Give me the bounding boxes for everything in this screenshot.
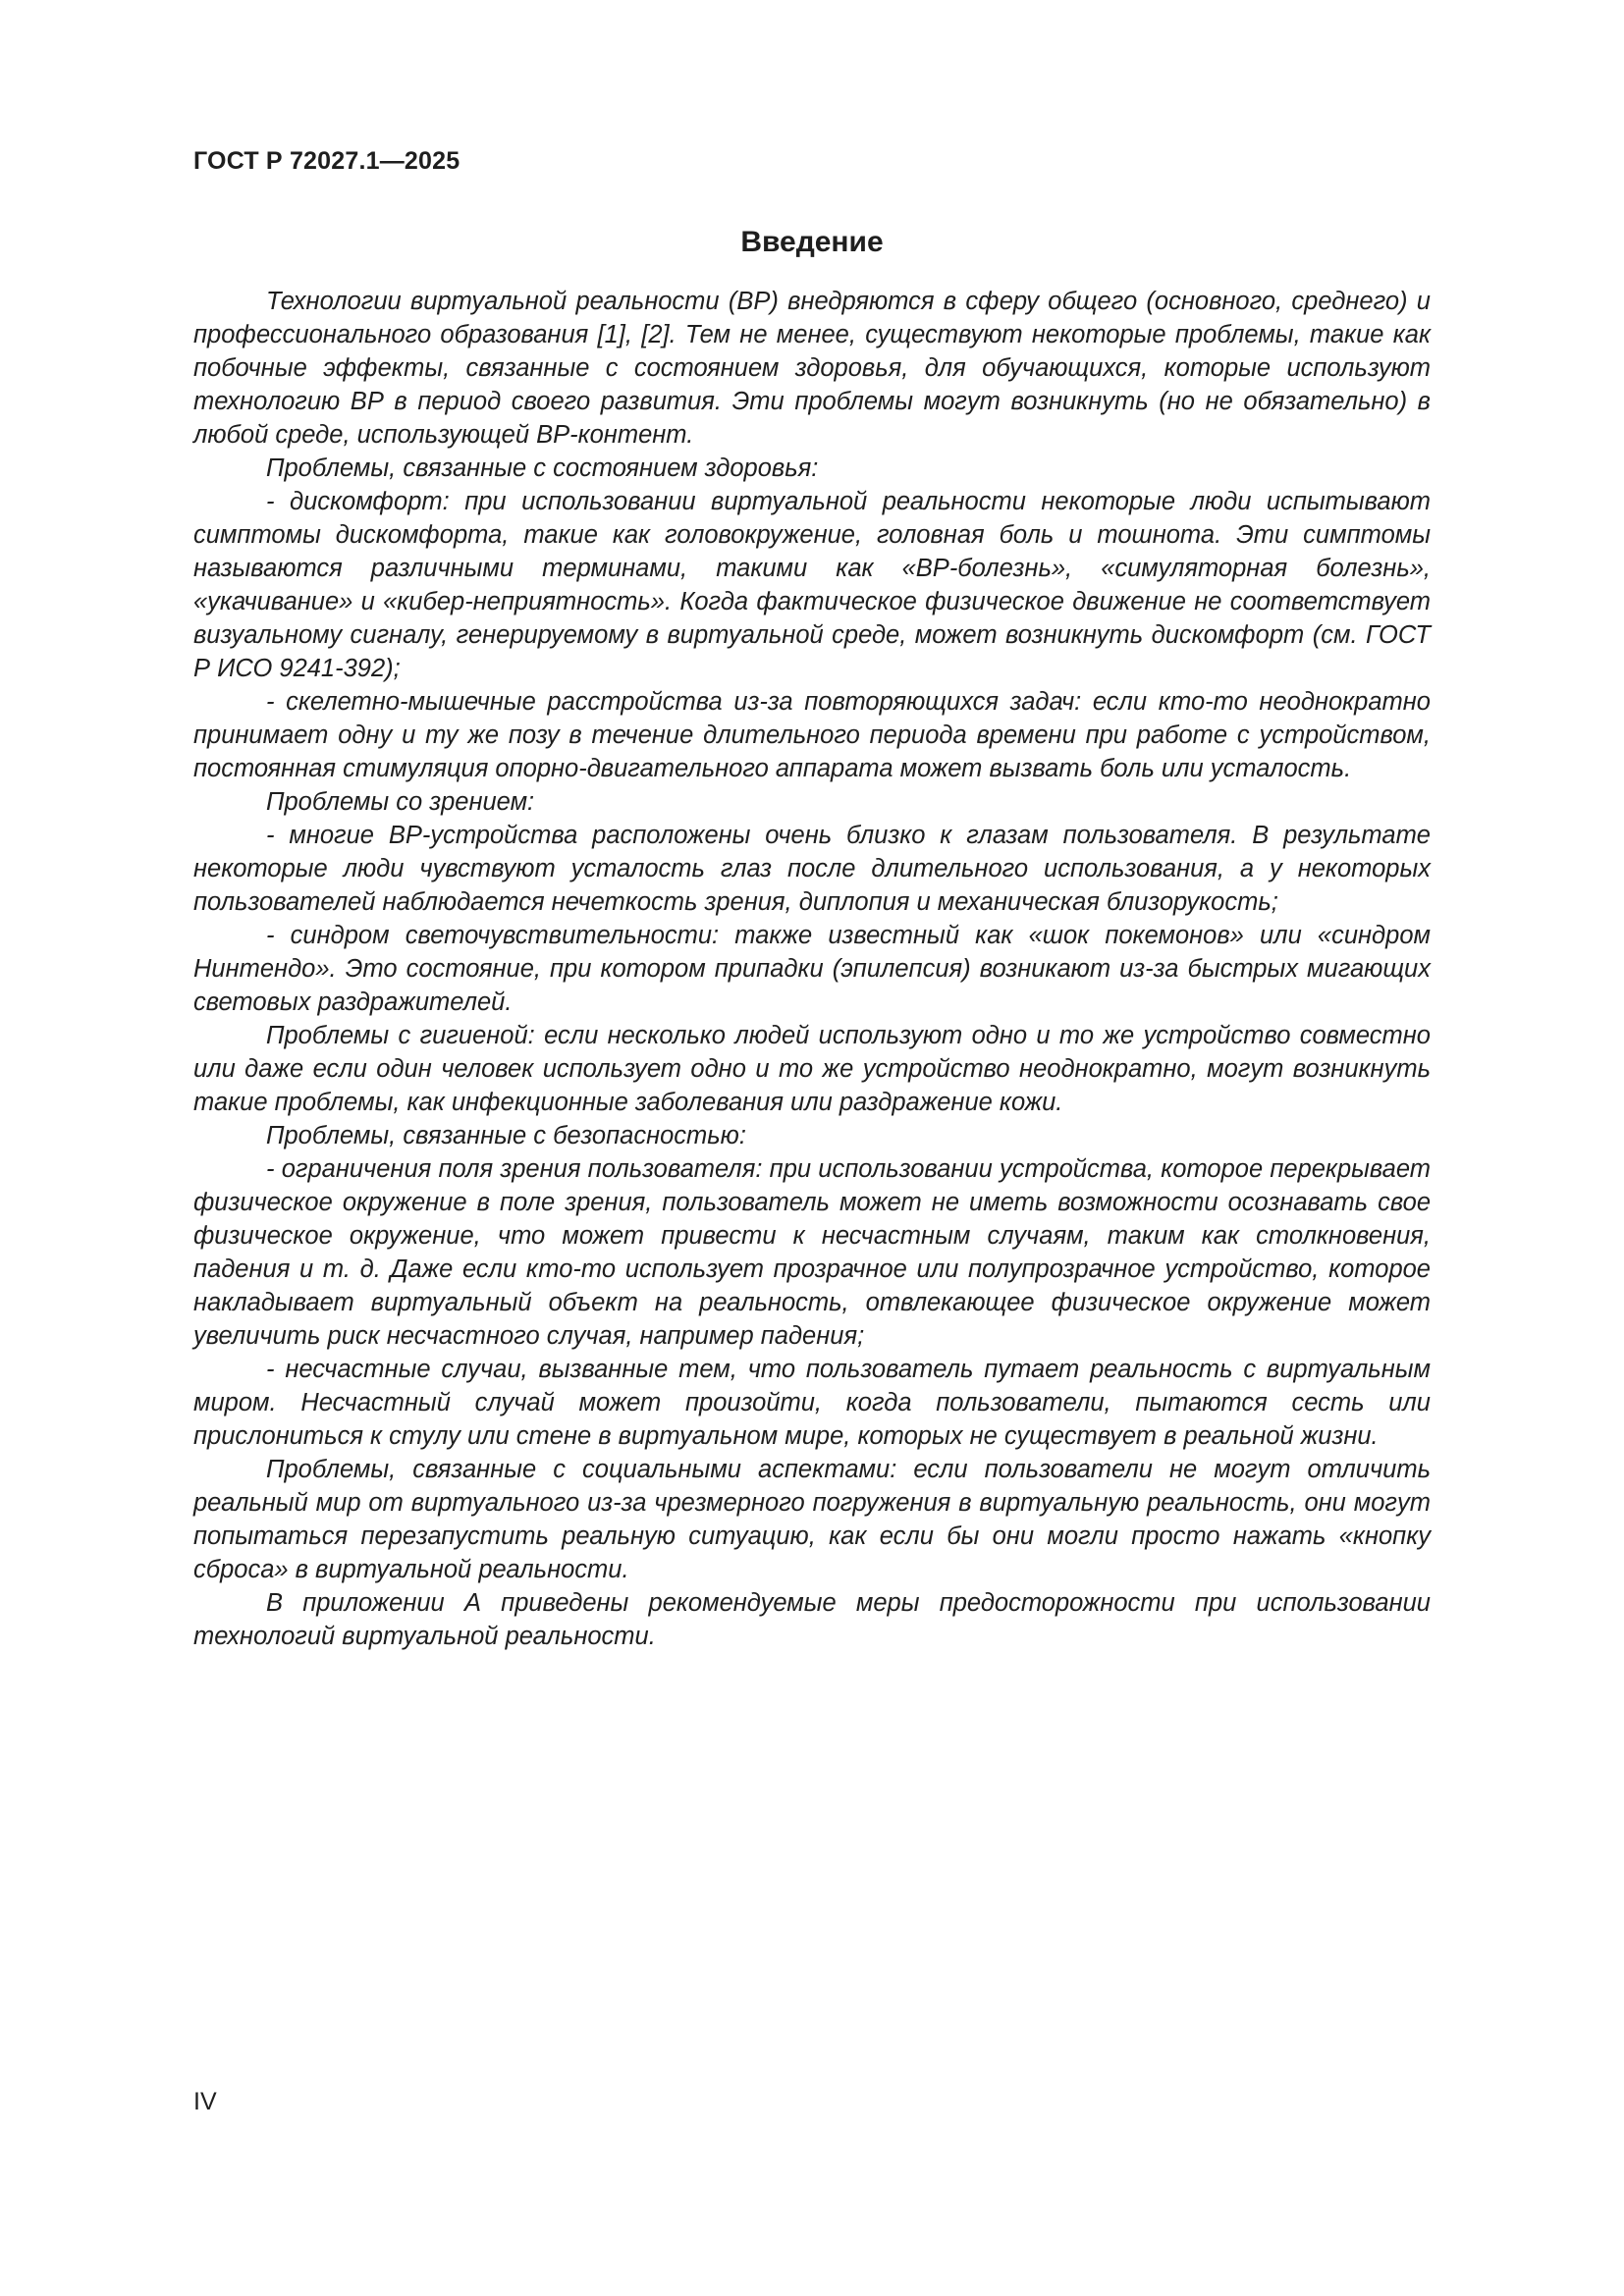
page-number: IV (193, 2088, 217, 2115)
paragraph-vision-heading: Проблемы со зрением: (266, 788, 535, 816)
paragraph-musculoskeletal: - скелетно-мышечные расстройства из-за повторяющихся задач: если кто-то неоднократно принимает одну и ту же позу в течение длительного периода времени при работе с устройством, постоянная стимуляция опорно-двигательного аппарата может вызвать боль или усталость. (193, 688, 1431, 782)
paragraph-social: Проблемы, связанные с социальными аспектами: если пользователи не могут отличить реальный мир от виртуального из-за чрезмерного погружения в виртуальную реальность, они могут попытаться перезапустить реальную ситуацию, как если бы они могли просто нажать «кнопку сброса» в виртуальной реальности. (193, 1456, 1431, 1583)
paragraph-eye-fatigue: - многие ВР-устройства расположены очень близко к глазам пользователя. В результате некоторые люди чувствуют усталость глаз после длительного использования, а у некоторых пользователей наблюдается нечеткость зрения, диплопия и механическая близорукость; (193, 822, 1431, 916)
paragraph-annex-reference: В приложении А приведены рекомендуемые меры предосторожности при использовании технологий виртуальной реальности. (193, 1589, 1431, 1650)
paragraph-intro: Технологии виртуальной реальности (ВР) внедряются в сферу общего (основного, среднего) и профессионального образования [1], [2]. Тем не менее, существуют некоторые проблемы, такие как побочные эффекты, связанные с состоянием здоровья, для обучающихся, которые используют технологию ВР в период своего развития. Эти проблемы могут возникнуть (но не обязательно) в любой среде, использующей ВР-контент. (193, 288, 1431, 449)
body-text (193, 285, 1431, 1653)
paragraph-photosensitivity: - синдром светочувствительности: также известный как «шок покемонов» или «синдром Нинтендо». Это состояние, при котором припадки (эпилепсия) возникают из-за быстрых мигающих световых раздражителей. (193, 922, 1431, 1016)
paragraph-health-heading: Проблемы, связанные с состоянием здоровья: (266, 454, 819, 482)
document-code: ГОСТ Р 72027.1—2025 (193, 147, 460, 175)
paragraph-accidents: - несчастные случаи, вызванные тем, что пользователь путает реальность с виртуальным миром. Несчастный случай может произойти, когда пользователи, пытаются сесть или прислониться к стулу или стене в виртуальном мире, которых не существует в реальной жизни. (193, 1356, 1431, 1450)
section-title: Введение (740, 226, 884, 258)
paragraph-discomfort: - дискомфорт: при использовании виртуальной реальности некоторые люди испытывают симптомы дискомфорта, такие как головокружение, головная боль и тошнота. Эти симптомы называются различными терминами, такими как «ВР-болезнь», «симуляторная болезнь», «укачивание» и «кибер-неприятность». Когда фактическое физическое движение не соответствует визуальному сигналу, генерируемому в виртуальной среде, может возникнуть дискомфорт (см. ГОСТ Р ИСО 9241-392); (193, 488, 1431, 682)
paragraph-safety-heading: Проблемы, связанные с безопасностью: (266, 1122, 746, 1149)
paragraph-field-of-view: - ограничения поля зрения пользователя: при использовании устройства, которое перекрывает физическое окружение в поле зрения, пользователь может не иметь возможности осознавать свое физическое окружение, что может привести к несчастным случаям, таким как столкновения, падения и т. д. Даже если кто-то использует прозрачное или полупрозрачное устройство, которое накладывает виртуальный объект на реальность, отвлекающее физическое окружение может увеличить риск несчастного случая, например падения; (193, 1155, 1431, 1350)
paragraph-hygiene: Проблемы с гигиеной: если несколько людей используют одно и то же устройство совместно или даже если один человек использует одно и то же устройство неоднократно, могут возникнуть такие проблемы, как инфекционные заболевания или раздражение кожи. (193, 1022, 1431, 1116)
